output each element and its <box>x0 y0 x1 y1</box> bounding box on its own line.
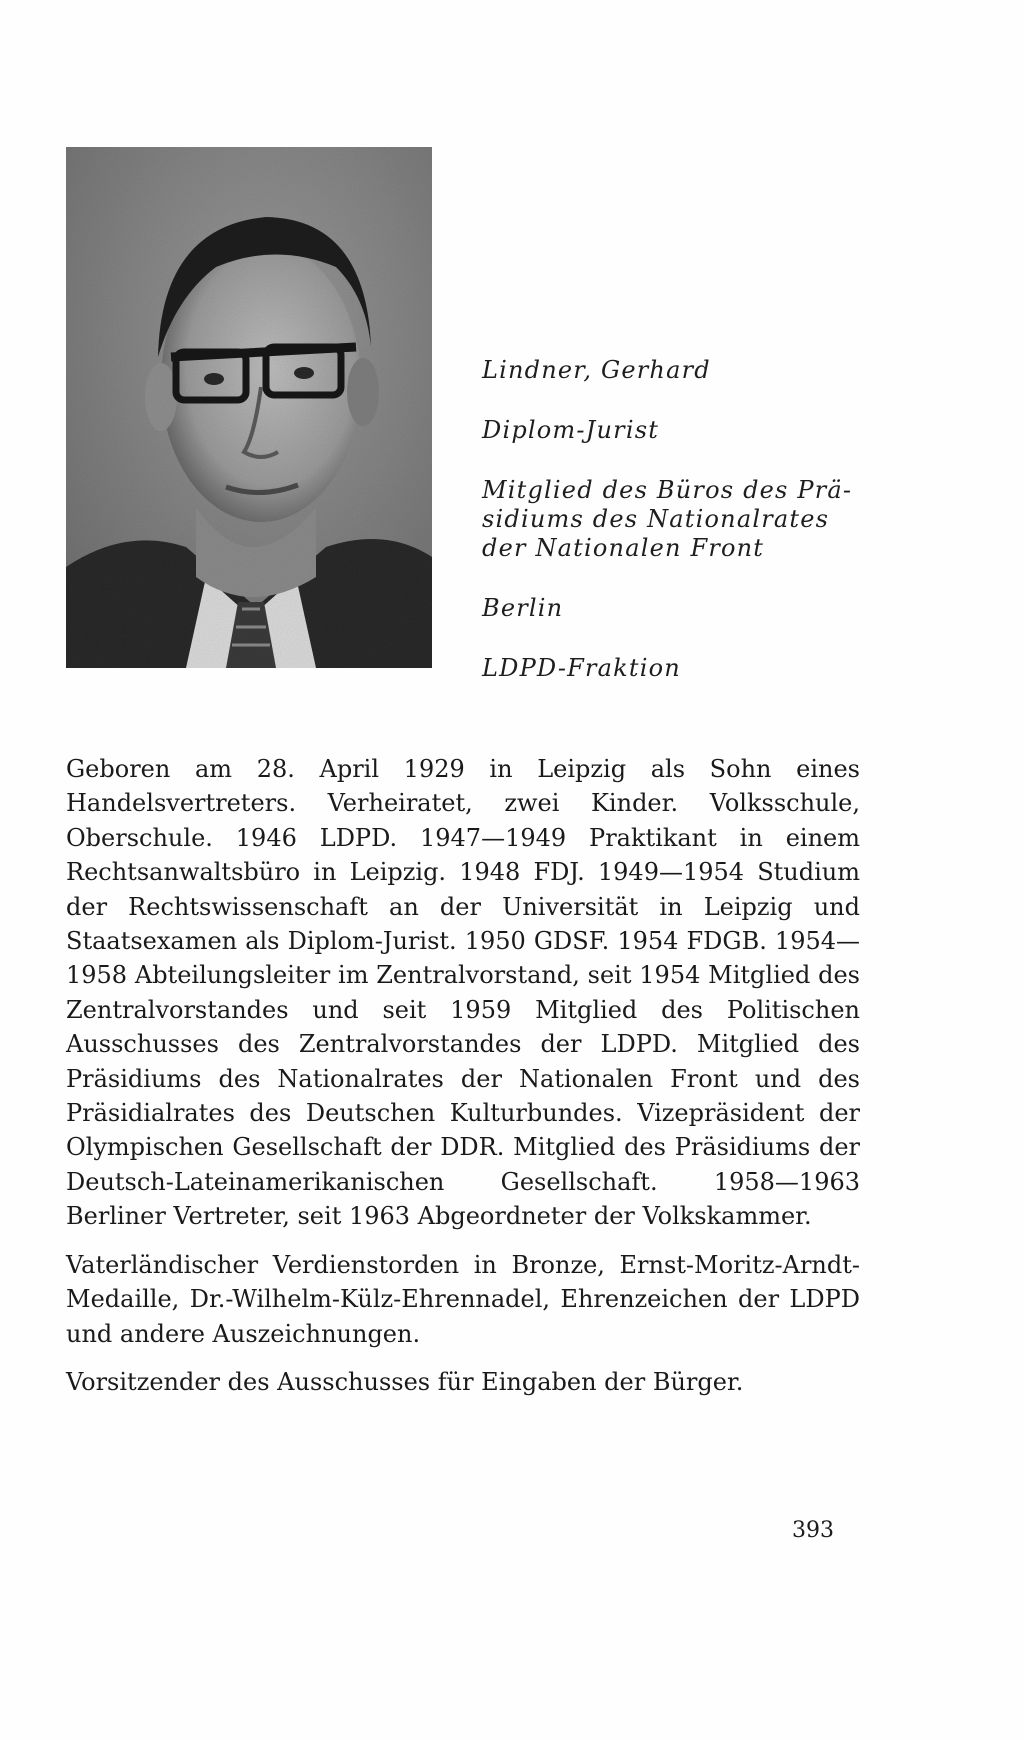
person-city: Berlin <box>482 594 564 622</box>
biography-paragraph: Geboren am 28. April 1929 in Leipzig als Sohn eines Handelsvertreters. Verheiratet, zwei Kinder. Volksschule, Oberschule. 1946 LDPD. 1947—1949 Praktikant in einem Rechtsanwaltsbüro in Leipzig. 1948 FDJ. 1949—1954 Studium der Rechtswissenschaft an der Universität in Leipzig und Staatsexamen als Diplom-Jurist. 1950 GDSF. 1954 FDGB. 1954—1958 Abteilungsleiter im Zentralvorstand, seit 1954 Mitglied des Zentralvorstandes und seit 1959 Mitglied des Politischen Ausschusses des Zentralvorstandes der LDPD. Mitglied des Präsidiums des Nationalrates der Nationalen Front und des Präsidialrates des Deutschen Kulturbundes. Vizepräsident der Olympischen Gesellschaft der DDR. Mitglied des Präsidiums der Deutsch-Lateinamerikanischen Gesellschaft. 1958—1963 Berliner Vertreter, seit 1963 Abgeordneter der Volkskammer. <box>66 755 860 1231</box>
person-role <box>482 476 902 563</box>
page-number: 393 <box>792 1518 834 1543</box>
person-role-line: sidiums des Nationalrates <box>482 505 830 533</box>
person-role-line: der Nationalen Front <box>482 534 765 562</box>
portrait-photo-icon <box>66 147 432 668</box>
awards-paragraph: Vaterländischer Verdienstorden in Bronze, Ernst-Moritz-Arndt-Medaille, Dr.-Wilhelm-Külz-Ehrennadel, Ehrenzeichen der LDPD und andere Auszeichnungen. <box>66 1250 860 1348</box>
person-title: Diplom-Jurist <box>482 416 660 444</box>
person-caption <box>482 356 902 683</box>
person-name: Lindner, Gerhard <box>482 356 711 384</box>
committee-paragraph: Vorsitzender des Ausschusses für Eingaben der Bürger. <box>66 1367 744 1396</box>
portrait-photo <box>66 147 432 668</box>
biography-text <box>66 752 860 1413</box>
person-faction: LDPD-Fraktion <box>482 654 681 682</box>
person-role-line: Mitglied des Büros des Prä- <box>482 476 853 504</box>
